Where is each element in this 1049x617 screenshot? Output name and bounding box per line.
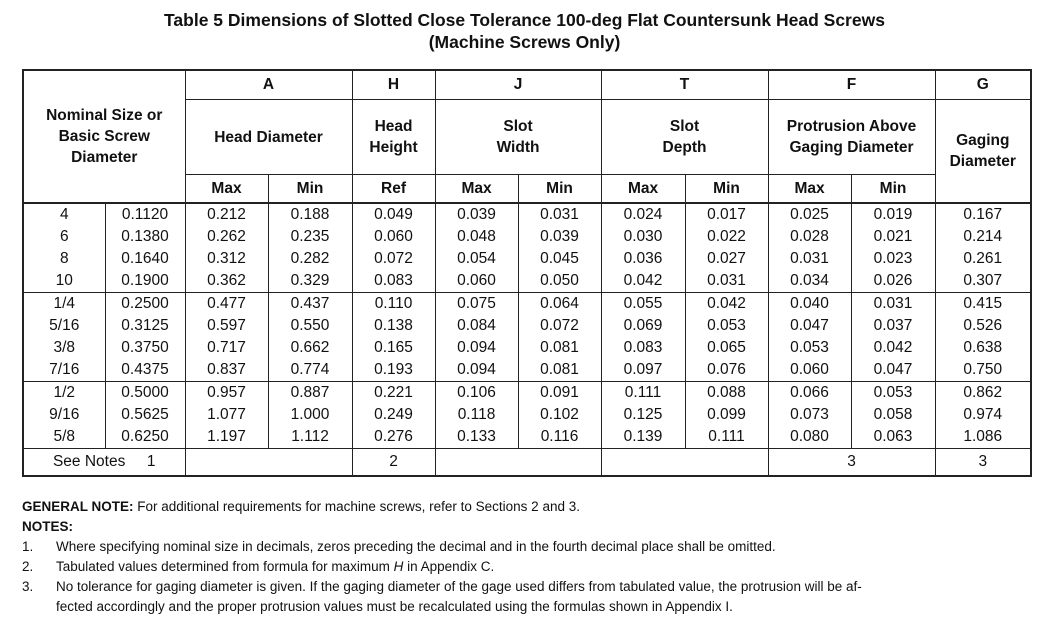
f-min-cell xyxy=(851,203,935,293)
g-cell xyxy=(935,293,1031,382)
table-value: 0.042 xyxy=(623,272,663,289)
table-value: 0.750 xyxy=(963,361,1003,378)
head-diameter-header: Head Diameter xyxy=(185,100,352,175)
t-max-header: Max xyxy=(601,175,685,204)
table-body xyxy=(23,203,1031,449)
table-value: 0.139 xyxy=(623,428,663,445)
table-value: 0.073 xyxy=(790,406,829,423)
table-value: 0.097 xyxy=(623,361,663,378)
table-value: 0.060 xyxy=(457,272,496,289)
table-value: 0.021 xyxy=(873,228,913,245)
a-min-header: Min xyxy=(268,175,352,204)
table-value: 0.081 xyxy=(540,361,579,378)
table-value: 5/16 xyxy=(49,317,80,334)
table-value: 0.091 xyxy=(540,384,579,401)
table-value: 0.069 xyxy=(623,317,663,334)
table-value: 9/16 xyxy=(49,406,80,423)
note-2-text-after: in Appendix C. xyxy=(403,559,495,574)
table-value: 1.000 xyxy=(290,406,330,423)
table-value: 0.118 xyxy=(457,406,496,423)
table-value: 0.276 xyxy=(374,428,413,445)
table-value: 0.053 xyxy=(873,384,913,401)
slot-width-header: Slot Width xyxy=(435,100,601,175)
table-value: 0.262 xyxy=(207,228,246,245)
table-value: 0.221 xyxy=(374,384,413,401)
head-height-header: Head Height xyxy=(352,100,435,175)
table-value: 1/4 xyxy=(53,295,76,312)
table-value: 0.282 xyxy=(290,250,330,267)
table-value: 0.024 xyxy=(623,206,663,223)
basic-diameter-cell xyxy=(105,382,185,449)
see-notes-t xyxy=(601,449,768,477)
table-value: 0.887 xyxy=(290,384,330,401)
col-letter-a: A xyxy=(185,70,352,100)
protrusion-header: Protrusion Above Gaging Diameter xyxy=(768,100,935,175)
table-value: 0.597 xyxy=(207,317,246,334)
f-min-cell xyxy=(851,293,935,382)
table-value: 0.045 xyxy=(540,250,579,267)
title-line-1: Table 5 Dimensions of Slotted Close Tolerance 100-deg Flat Countersunk Head Screws xyxy=(164,10,885,30)
table-value: 0.084 xyxy=(457,317,496,334)
table-value: 0.957 xyxy=(207,384,246,401)
j-max-cell xyxy=(435,293,518,382)
table-value: 0.080 xyxy=(790,428,829,445)
table-value: 0.025 xyxy=(790,206,829,223)
table-value: 0.039 xyxy=(457,206,496,223)
table-value: 0.437 xyxy=(290,295,330,312)
table-value: 0.638 xyxy=(963,339,1003,356)
general-note xyxy=(22,497,1032,517)
f-max-header: Max xyxy=(768,175,851,204)
table-value: 0.083 xyxy=(374,272,413,289)
table-value: 0.042 xyxy=(873,339,913,356)
table-value: 0.550 xyxy=(290,317,330,334)
table-value: 1.077 xyxy=(207,406,246,423)
table-value: 3/8 xyxy=(53,339,76,356)
table-value: 0.3125 xyxy=(121,317,169,334)
table-value: 1.112 xyxy=(291,428,329,445)
a-max-header: Max xyxy=(185,175,268,204)
table-row-group xyxy=(23,382,1031,449)
t-max-cell xyxy=(601,293,685,382)
t-min-cell xyxy=(685,203,768,293)
table-value: 0.133 xyxy=(457,428,496,445)
col-letter-j: J xyxy=(435,70,601,100)
table-value: 0.023 xyxy=(873,250,913,267)
see-notes-cell xyxy=(23,449,185,477)
table-value: 0.249 xyxy=(374,406,413,423)
table-value: 0.526 xyxy=(963,317,1003,334)
basic-diameter-cell xyxy=(105,293,185,382)
table-row-group xyxy=(23,203,1031,293)
table-value: 0.193 xyxy=(374,361,413,378)
table-value: 10 xyxy=(55,272,73,289)
note-1-number: 1. xyxy=(22,539,34,554)
table-value: 0.022 xyxy=(707,228,746,245)
h-ref-cell xyxy=(352,382,435,449)
table-value: 0.075 xyxy=(457,295,496,312)
see-notes-nominal: 1 xyxy=(146,453,156,470)
size-cell xyxy=(23,382,105,449)
table-value: 0.042 xyxy=(707,295,746,312)
table-value: 0.1900 xyxy=(121,272,169,289)
table-value: 0.138 xyxy=(374,317,413,334)
h-ref-cell xyxy=(352,203,435,293)
table-value: 0.028 xyxy=(790,228,829,245)
col-letter-h: H xyxy=(352,70,435,100)
a-max-cell xyxy=(185,203,268,293)
table-value: 0.053 xyxy=(707,317,746,334)
table-value: 0.214 xyxy=(963,228,1003,245)
table-value: 5/8 xyxy=(53,428,76,445)
note-3-text: No tolerance for gaging diameter is given. If the gaging diameter of the gage used differs from tabulated value, the protrusion will be af- xyxy=(56,579,862,594)
table-value: 0.060 xyxy=(790,361,829,378)
table-value: 0.094 xyxy=(457,339,496,356)
table-value: 0.088 xyxy=(707,384,746,401)
a-min-cell xyxy=(268,293,352,382)
f-min-cell xyxy=(851,382,935,449)
see-notes-g: 3 xyxy=(935,449,1031,477)
table-value: 0.026 xyxy=(873,272,913,289)
see-notes-label: See Notes xyxy=(52,453,126,470)
table-value: 0.072 xyxy=(374,250,413,267)
table-value: 0.047 xyxy=(790,317,829,334)
table-value: 0.125 xyxy=(623,406,663,423)
see-notes-row xyxy=(23,449,1031,477)
table-value: 0.036 xyxy=(623,250,663,267)
table-value: 0.662 xyxy=(290,339,330,356)
t-max-cell xyxy=(601,203,685,293)
a-min-cell xyxy=(268,382,352,449)
table-value: 0.050 xyxy=(540,272,579,289)
j-max-cell xyxy=(435,382,518,449)
table-value: 1/2 xyxy=(53,384,76,401)
table-value: 0.049 xyxy=(374,206,413,223)
table-value: 0.031 xyxy=(540,206,579,223)
see-notes-h: 2 xyxy=(352,449,435,477)
table-value: 0.774 xyxy=(290,361,330,378)
j-max-header: Max xyxy=(435,175,518,204)
f-max-cell xyxy=(768,203,851,293)
table-value: 0.862 xyxy=(963,384,1003,401)
nominal-size-header: Nominal Size or Basic Screw Diameter xyxy=(23,70,185,203)
t-min-cell xyxy=(685,293,768,382)
table-value: 0.031 xyxy=(873,295,913,312)
table-value: 7/16 xyxy=(49,361,80,378)
table-value: 0.060 xyxy=(374,228,413,245)
table-value: 0.034 xyxy=(790,272,829,289)
table-value: 0.111 xyxy=(624,384,662,401)
table-value: 0.054 xyxy=(457,250,496,267)
note-2 xyxy=(22,557,1032,577)
table-value: 0.329 xyxy=(290,272,330,289)
note-1 xyxy=(22,537,1032,557)
gaging-diameter-header: Gaging Diameter xyxy=(935,100,1031,204)
table-value: 0.031 xyxy=(707,272,746,289)
table-value: 0.167 xyxy=(963,206,1003,223)
a-min-cell xyxy=(268,203,352,293)
table-value: 6 xyxy=(59,228,69,245)
table-value: 0.040 xyxy=(790,295,829,312)
f-max-cell xyxy=(768,293,851,382)
notes-block xyxy=(22,497,1032,617)
table-title xyxy=(0,9,1049,53)
basic-diameter-cell xyxy=(105,203,185,293)
table-value: 0.717 xyxy=(207,339,246,356)
table-value: 1.086 xyxy=(963,428,1003,445)
f-max-cell xyxy=(768,382,851,449)
table-value: 0.019 xyxy=(873,206,913,223)
table-value: 0.064 xyxy=(540,295,579,312)
table-value: 0.1120 xyxy=(121,206,169,223)
table-value: 0.102 xyxy=(540,406,579,423)
table-value: 0.072 xyxy=(540,317,579,334)
see-notes-f: 3 xyxy=(768,449,935,477)
note-1-text: Where specifying nominal size in decimals, zeros preceding the decimal and in the fourth decimal place shall be omitted. xyxy=(56,539,776,554)
see-notes-j xyxy=(435,449,601,477)
table-value: 0.1640 xyxy=(121,250,169,267)
table-value: 0.053 xyxy=(790,339,829,356)
table-value: 0.106 xyxy=(457,384,496,401)
table-value: 0.165 xyxy=(374,339,413,356)
table-value: 0.048 xyxy=(457,228,496,245)
table-value: 0.099 xyxy=(707,406,746,423)
a-max-cell xyxy=(185,382,268,449)
j-min-cell xyxy=(518,382,601,449)
j-max-cell xyxy=(435,203,518,293)
table-value: 0.235 xyxy=(290,228,330,245)
j-min-header: Min xyxy=(518,175,601,204)
general-note-text: For additional requirements for machine screws, refer to Sections 2 and 3. xyxy=(133,499,580,514)
table-value: 0.362 xyxy=(207,272,246,289)
col-letter-g: G xyxy=(935,70,1031,100)
t-min-cell xyxy=(685,382,768,449)
table-value: 0.837 xyxy=(207,361,246,378)
t-max-cell xyxy=(601,382,685,449)
slot-depth-header: Slot Depth xyxy=(601,100,768,175)
table-value: 0.3750 xyxy=(121,339,169,356)
f-min-header: Min xyxy=(851,175,935,204)
table-value: 0.066 xyxy=(790,384,829,401)
table-value: 0.055 xyxy=(623,295,663,312)
table-value: 0.076 xyxy=(707,361,746,378)
notes-label: NOTES: xyxy=(22,519,74,534)
table-value: 0.110 xyxy=(374,295,413,312)
table-value: 0.5000 xyxy=(121,384,169,401)
table-value: 0.312 xyxy=(207,250,246,267)
table-value: 0.477 xyxy=(207,295,246,312)
table-value: 0.031 xyxy=(790,250,829,267)
g-cell xyxy=(935,203,1031,293)
j-min-cell xyxy=(518,203,601,293)
h-ref-header: Ref xyxy=(352,175,435,204)
table-value: 0.1380 xyxy=(121,228,169,245)
note-2-text xyxy=(56,557,1032,577)
table-value: 0.212 xyxy=(207,206,246,223)
table-value: 0.261 xyxy=(963,250,1003,267)
table-value: 0.6250 xyxy=(121,428,169,445)
table-value: 0.188 xyxy=(290,206,330,223)
dimensions-table xyxy=(22,69,1032,477)
note-3 xyxy=(22,577,1032,597)
table-value: 8 xyxy=(59,250,69,267)
table-value: 0.116 xyxy=(540,428,579,445)
note-2-italic: H xyxy=(393,559,404,574)
table-value: 0.5625 xyxy=(121,406,169,423)
see-notes-a xyxy=(185,449,352,477)
note-3-continuation: fected accordingly and the proper protrusion values must be recalculated using the formulas shown in Appendix I. xyxy=(56,599,733,614)
table-value: 0.065 xyxy=(707,339,746,356)
table-value: 0.027 xyxy=(707,250,746,267)
table-value: 0.083 xyxy=(623,339,663,356)
table-value: 0.037 xyxy=(873,317,913,334)
table-value: 0.415 xyxy=(963,295,1003,312)
table-value: 0.063 xyxy=(873,428,913,445)
note-3-number: 3. xyxy=(22,579,34,594)
t-min-header: Min xyxy=(685,175,768,204)
table-value: 0.030 xyxy=(623,228,663,245)
note-2-text-before: Tabulated values determined from formula for maximum xyxy=(56,559,394,574)
table-value: 0.017 xyxy=(707,206,746,223)
size-cell xyxy=(23,203,105,293)
j-min-cell xyxy=(518,293,601,382)
g-cell xyxy=(935,382,1031,449)
size-cell xyxy=(23,293,105,382)
table-value: 0.058 xyxy=(873,406,913,423)
table-value: 0.039 xyxy=(540,228,579,245)
table-value: 0.094 xyxy=(457,361,496,378)
general-note-label: GENERAL NOTE: xyxy=(22,499,134,514)
table-value: 1.197 xyxy=(207,428,246,445)
table-value: 4 xyxy=(59,206,69,223)
table-value: 0.047 xyxy=(873,361,913,378)
col-letter-f: F xyxy=(768,70,935,100)
table-value: 0.081 xyxy=(540,339,579,356)
note-2-number: 2. xyxy=(22,559,34,574)
title-line-2: (Machine Screws Only) xyxy=(428,32,621,52)
col-letter-t: T xyxy=(601,70,768,100)
a-max-cell xyxy=(185,293,268,382)
table-row-group xyxy=(23,293,1031,382)
h-ref-cell xyxy=(352,293,435,382)
table-value: 0.2500 xyxy=(121,295,169,312)
table-value: 0.974 xyxy=(963,406,1003,423)
table-value: 0.307 xyxy=(963,272,1003,289)
table-value: 0.111 xyxy=(708,428,745,445)
table-value: 0.4375 xyxy=(121,361,169,378)
